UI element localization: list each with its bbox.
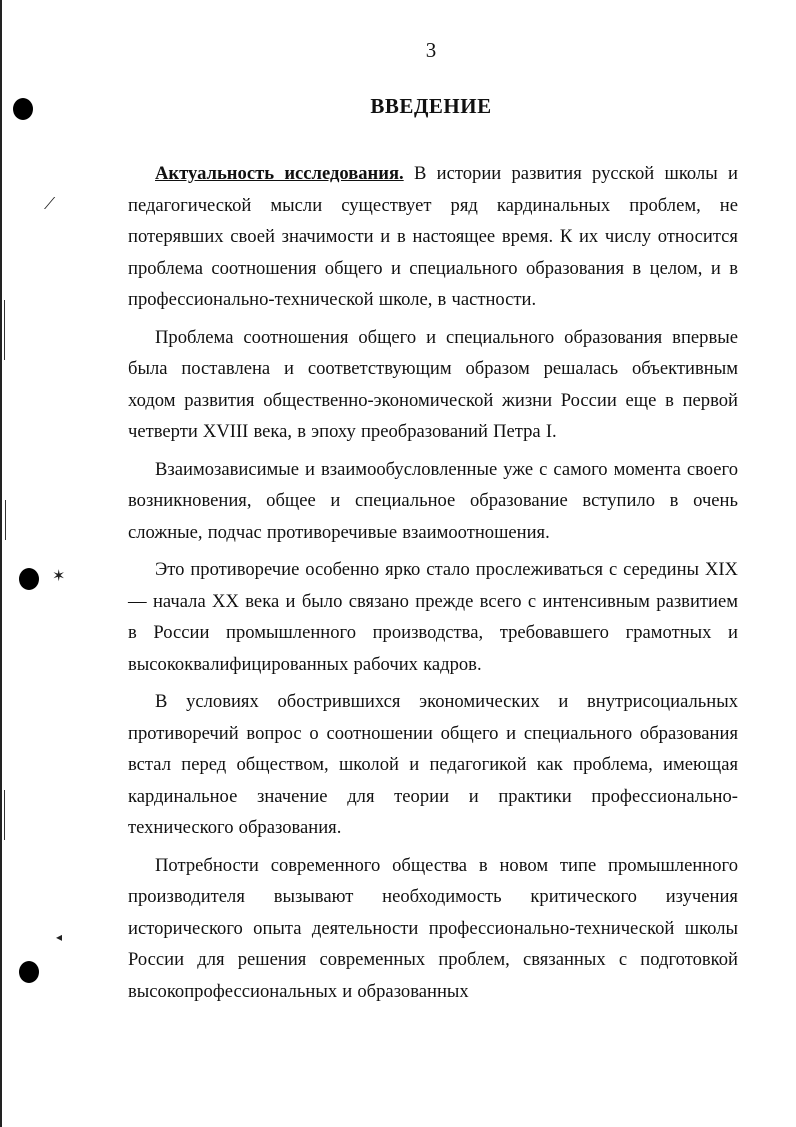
paragraph-lead-heading: Актуальность исследования. [155,163,404,184]
paragraph: В условиях обострившихся экономических и внутрисоциальных противоречий вопрос о соотношении общего и специального образования встал перед обществом, школой и педагогикой как проблема, имеющая кардинальное значение для теории и практики профессионально-технического образования. [128,691,738,838]
scan-edge-mark [4,300,5,360]
paragraph-text: В истории развития русской школы и педагогической мысли существует ряд кардинальных проблем, не потерявших своей значимости и в настоящее время. К их числу относится проблема соотношения общего и специального образования в целом, и в профессионально-технической школе, в частности. [128,163,738,310]
scan-left-edge [0,0,2,1127]
scan-artifact-mark: ✶ [52,568,66,585]
paragraph: Потребности современного общества в новом типе промышленного производителя вызывают необходимость критического изучения исторического опыта деятельности профессионально-технической школы России для решения современных проблем, связанных с подготовкой высокопрофессиональных и образованных [128,854,738,1002]
paragraph: Это противоречие особенно ярко стало прослеживаться с середины XIX — начала XX века и было связано прежде всего с интенсивным развитием в России промышленного производства, требовавшего грамотных и высококвалифицированных рабочих кадров. [128,559,738,675]
section-title: ВВЕДЕНИЕ [370,94,492,118]
punch-hole-bottom [19,961,39,983]
paragraph: Проблема соотношения общего и специального образования впервые была поставлена и соответствующим образом решалась объективным ходом развития общественно-экономической жизни России еще в первой четверти XVIII века, в эпоху преобразований Петра I. [128,326,738,442]
scan-artifact-mark: ⟋ [44,196,56,213]
paragraph [128,158,738,316]
page-number: 3 [425,38,437,62]
paragraph: Взаимозависимые и взаимообусловленные уже с самого момента своего возникновения, общее и специальное образование вступило в очень сложные, подчас противоречивые взаимоотношения. [128,458,738,543]
scan-edge-mark [5,500,6,540]
body-text [128,158,738,1013]
scan-edge-mark [4,790,5,840]
scan-artifact-mark: ◂ [56,930,63,944]
punch-hole-middle [19,568,39,590]
